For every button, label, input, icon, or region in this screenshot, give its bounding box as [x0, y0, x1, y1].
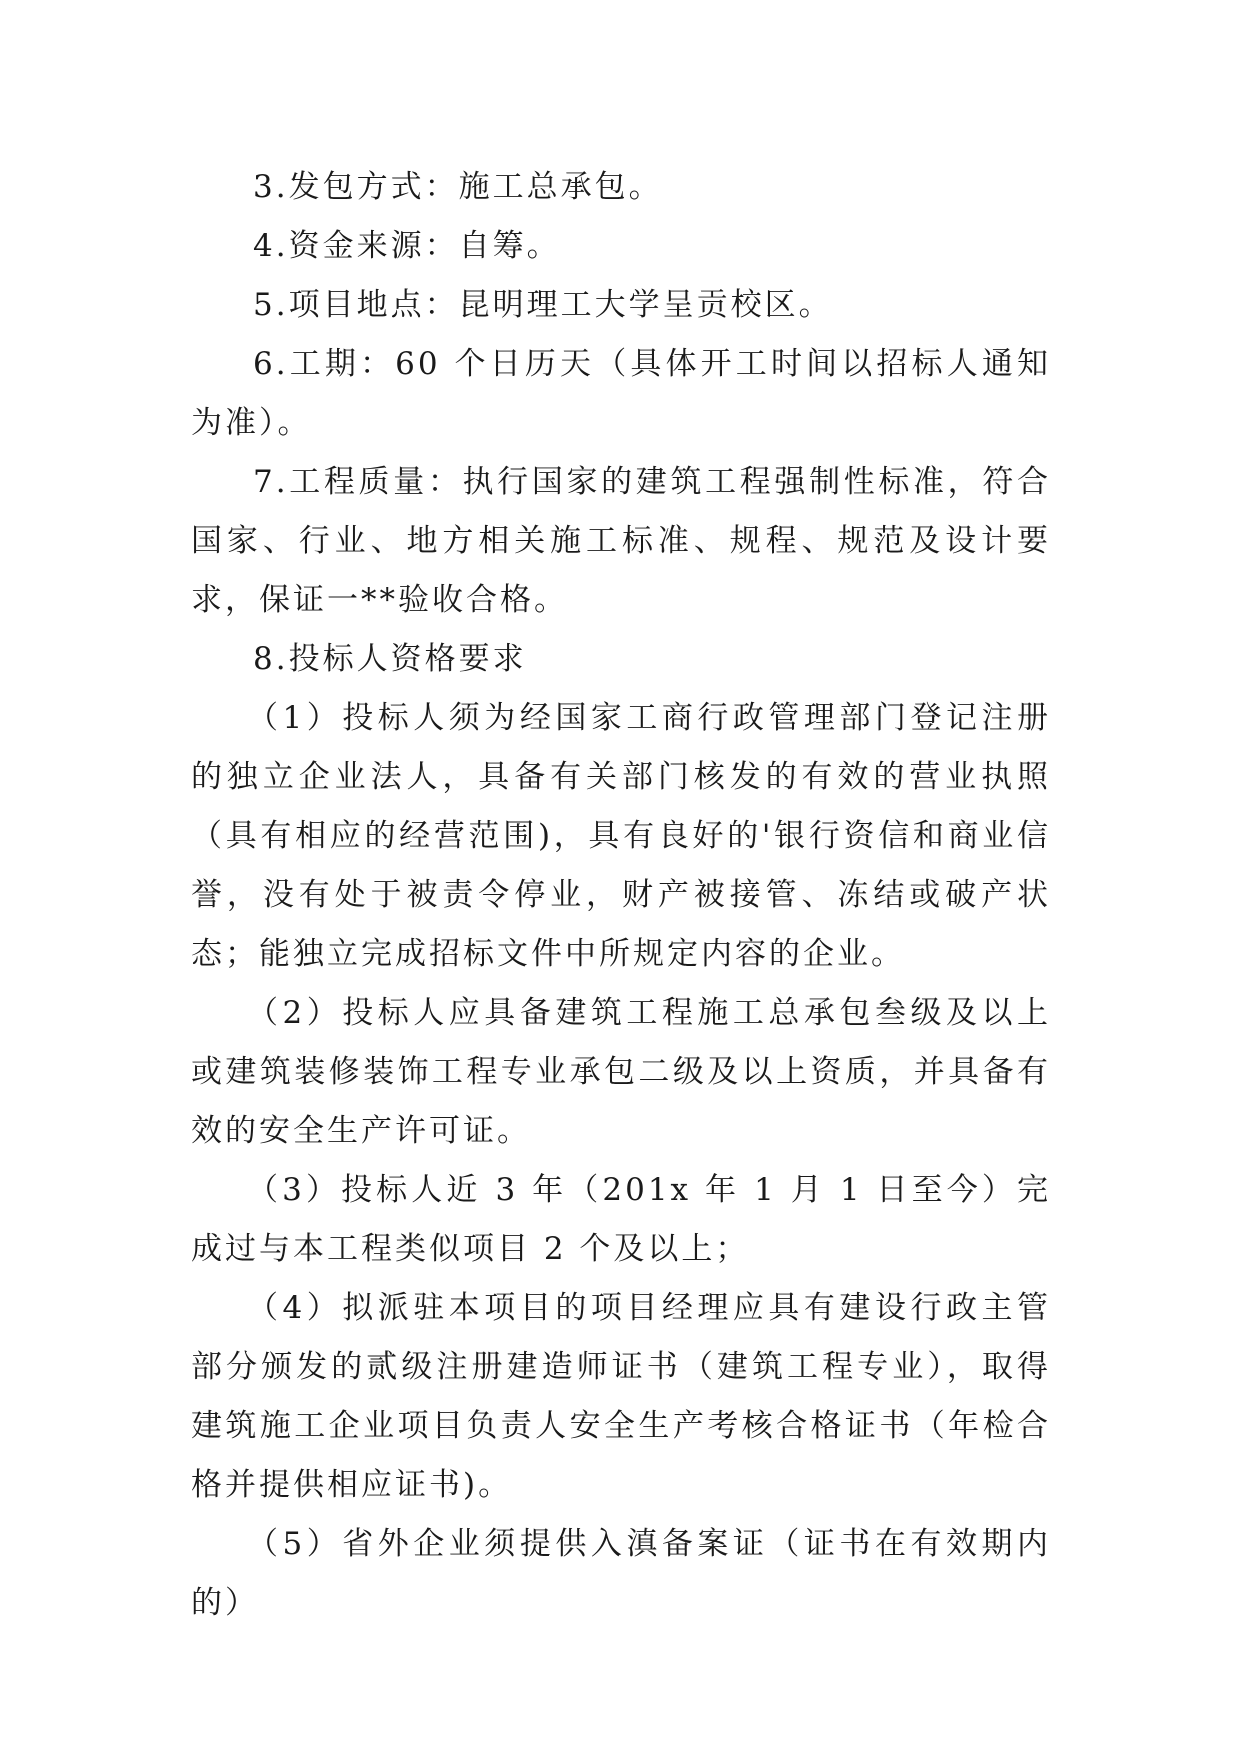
document-body: [191, 158, 1051, 1633]
paragraph-requirement-4: （4）拟派驻本项目的项目经理应具有建设行政主管部分颁发的贰级注册建造师证书（建筑工程专业），取得建筑施工企业项目负责人安全生产考核合格证书（年检合格并提供相应证书)。: [191, 1290, 1051, 1503]
paragraph-contract-method: 3.发包方式：施工总承包。: [253, 169, 663, 205]
paragraph-funding-source: 4.资金来源：自筹。: [253, 228, 561, 264]
paragraph-project-location: 5.项目地点：昆明理工大学呈贡校区。: [253, 287, 833, 323]
paragraph-requirement-2: （2）投标人应具备建筑工程施工总承包叁级及以上或建筑装修装饰工程专业承包二级及以上资质，并具备有效的安全生产许可证。: [191, 995, 1051, 1149]
paragraph-qualification-heading: 8.投标人资格要求: [253, 641, 527, 677]
paragraph-requirement-5: （5）省外企业须提供入滇备案证（证书在有效期内的）: [191, 1526, 1051, 1621]
paragraph-quality: 7.工程质量：执行国家的建筑工程强制性标准，符合国家、行业、地方相关施工标准、规程、规范及设计要求，保证一**验收合格。: [191, 464, 1051, 618]
paragraph-construction-period: 6.工期：60 个日历天（具体开工时间以招标人通知为准）。: [191, 346, 1051, 441]
paragraph-requirement-1: （1）投标人须为经国家工商行政管理部门登记注册的独立企业法人，具备有关部门核发的有效的营业执照（具有相应的经营范围)，具有良好的'银行资信和商业信誉，没有处于被责令停业，财产被接管、冻结或破产状态；能独立完成招标文件中所规定内容的企业。: [191, 700, 1051, 972]
paragraph-requirement-3: （3）投标人近 3 年（201x 年 1 月 1 日至今）完成过与本工程类似项目 2 个及以上；: [191, 1172, 1051, 1267]
